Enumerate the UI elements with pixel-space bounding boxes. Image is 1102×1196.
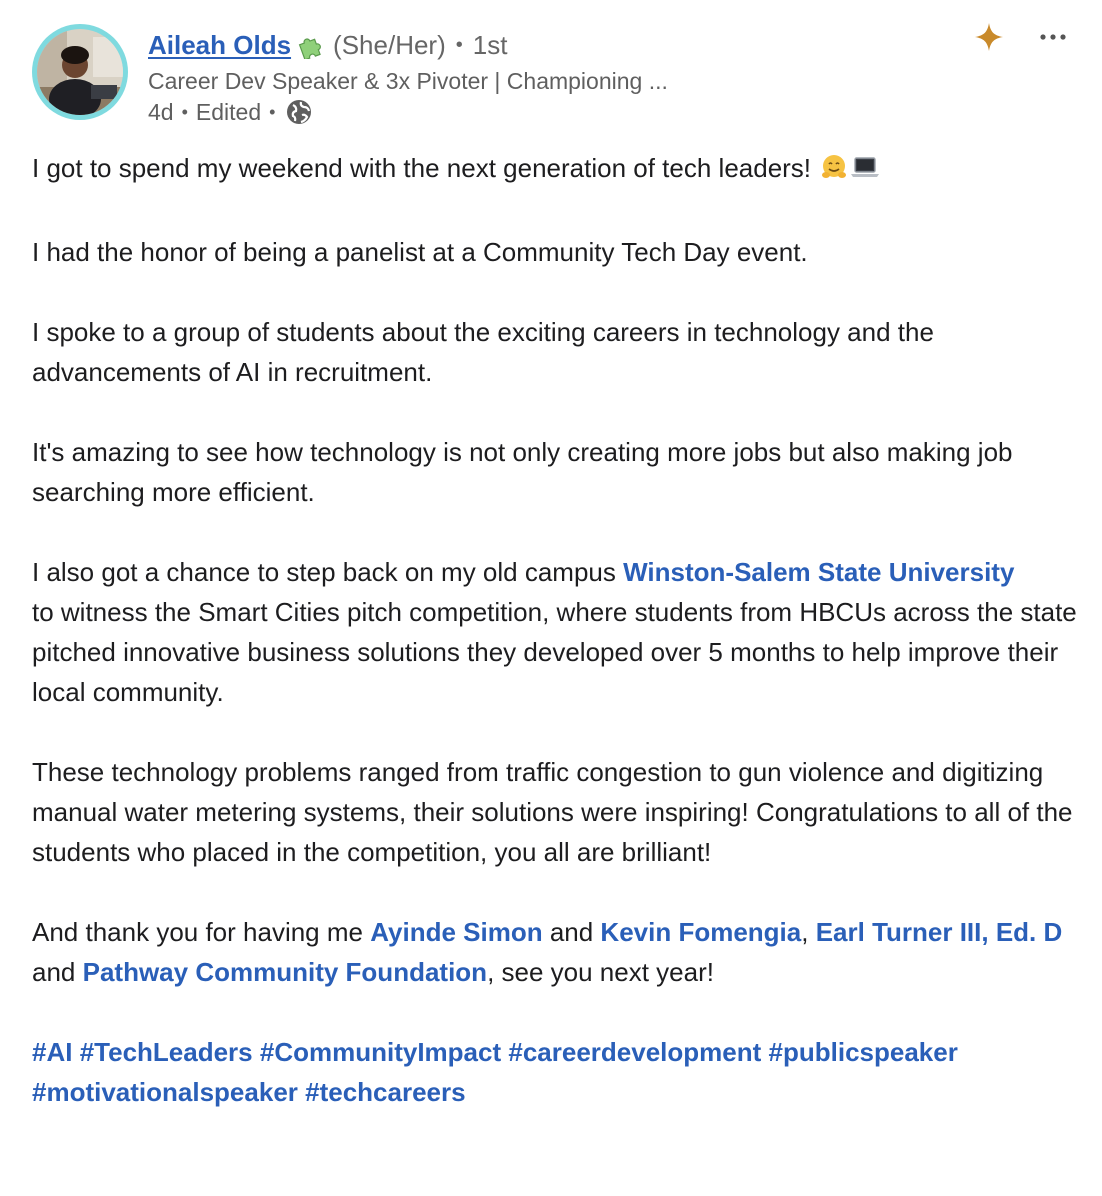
post-text: to witness the Smart Cities pitch competition, where students from HBCUs across the state pitched innovative business solutions they developed over 5 months to help improve their local community. — [32, 597, 1077, 707]
mention-ayinde-simon[interactable]: Ayinde Simon — [370, 917, 543, 947]
post-text: and — [32, 957, 83, 987]
avatar[interactable] — [32, 24, 128, 120]
post-text: And thank you for having me — [32, 917, 371, 947]
sparkle-icon[interactable] — [974, 22, 1004, 52]
post-paragraph: These technology problems ranged from traffic congestion to gun violence and digitizing manual water metering systems, their solutions were inspiring! Congratulations to all of the students who placed in the competition, you all are brilliant! — [32, 757, 1073, 867]
post-paragraph — [32, 912, 1082, 992]
mention-winston-salem-state[interactable]: Winston-Salem State University — [623, 557, 1015, 587]
mention-pathway-community-foundation[interactable]: Pathway Community Foundation — [82, 957, 488, 987]
author-pronouns: (She/Her) — [333, 30, 446, 60]
post-text: and — [542, 917, 601, 947]
puzzle-piece-icon — [297, 31, 325, 59]
post-age: 4d — [148, 99, 174, 125]
author-name-link[interactable]: Aileah Olds — [148, 30, 292, 60]
hugging-face-emoji-icon — [820, 152, 848, 192]
hashtag[interactable]: #careerdevelopment — [508, 1037, 762, 1067]
hashtag[interactable]: #motivationalspeaker — [32, 1077, 298, 1107]
author-line — [148, 28, 507, 62]
post-paragraph: It's amazing to see how technology is not only creating more jobs but also making job searching more efficient. — [32, 437, 1013, 507]
post-paragraph — [32, 148, 1082, 192]
hashtag[interactable]: #TechLeaders — [79, 1037, 253, 1067]
post-paragraph: I spoke to a group of students about the exciting careers in technology and the advancements of AI in recruitment. — [32, 317, 934, 387]
post-paragraph: I had the honor of being a panelist at a Community Tech Day event. — [32, 237, 808, 267]
laptop-emoji-icon — [850, 152, 880, 192]
post-text: I got to spend my weekend with the next generation of tech leaders! — [32, 153, 812, 183]
mention-earl-turner[interactable]: Earl Turner III, Ed. D — [815, 917, 1063, 947]
post-paragraph — [32, 552, 1082, 712]
hashtag[interactable]: #techcareers — [305, 1077, 466, 1107]
connection-degree: 1st — [472, 30, 508, 60]
avatar-photo-icon — [37, 29, 123, 115]
post-text: , — [801, 917, 816, 947]
hashtag-list — [32, 1032, 1082, 1112]
hashtag[interactable]: #AI — [32, 1037, 73, 1067]
hashtag[interactable]: #publicspeaker — [768, 1037, 958, 1067]
post-meta — [148, 97, 313, 127]
author-headline: Career Dev Speaker & 3x Pivoter | Championing ... — [148, 68, 668, 94]
globe-icon — [285, 98, 313, 126]
mention-kevin-fomengia[interactable]: Kevin Fomengia — [600, 917, 802, 947]
post-text: , see you next year! — [487, 957, 714, 987]
edited-label: Edited — [195, 99, 262, 125]
post-text: I also got a chance to step back on my old campus — [32, 557, 624, 587]
separator-dot: • — [455, 34, 463, 56]
hashtag[interactable]: #CommunityImpact — [259, 1037, 502, 1067]
post-header — [0, 0, 1102, 140]
meta-separator: • — [269, 102, 276, 122]
more-options-icon[interactable] — [1036, 26, 1070, 48]
meta-separator: • — [181, 102, 188, 122]
post-body — [32, 148, 1082, 1112]
